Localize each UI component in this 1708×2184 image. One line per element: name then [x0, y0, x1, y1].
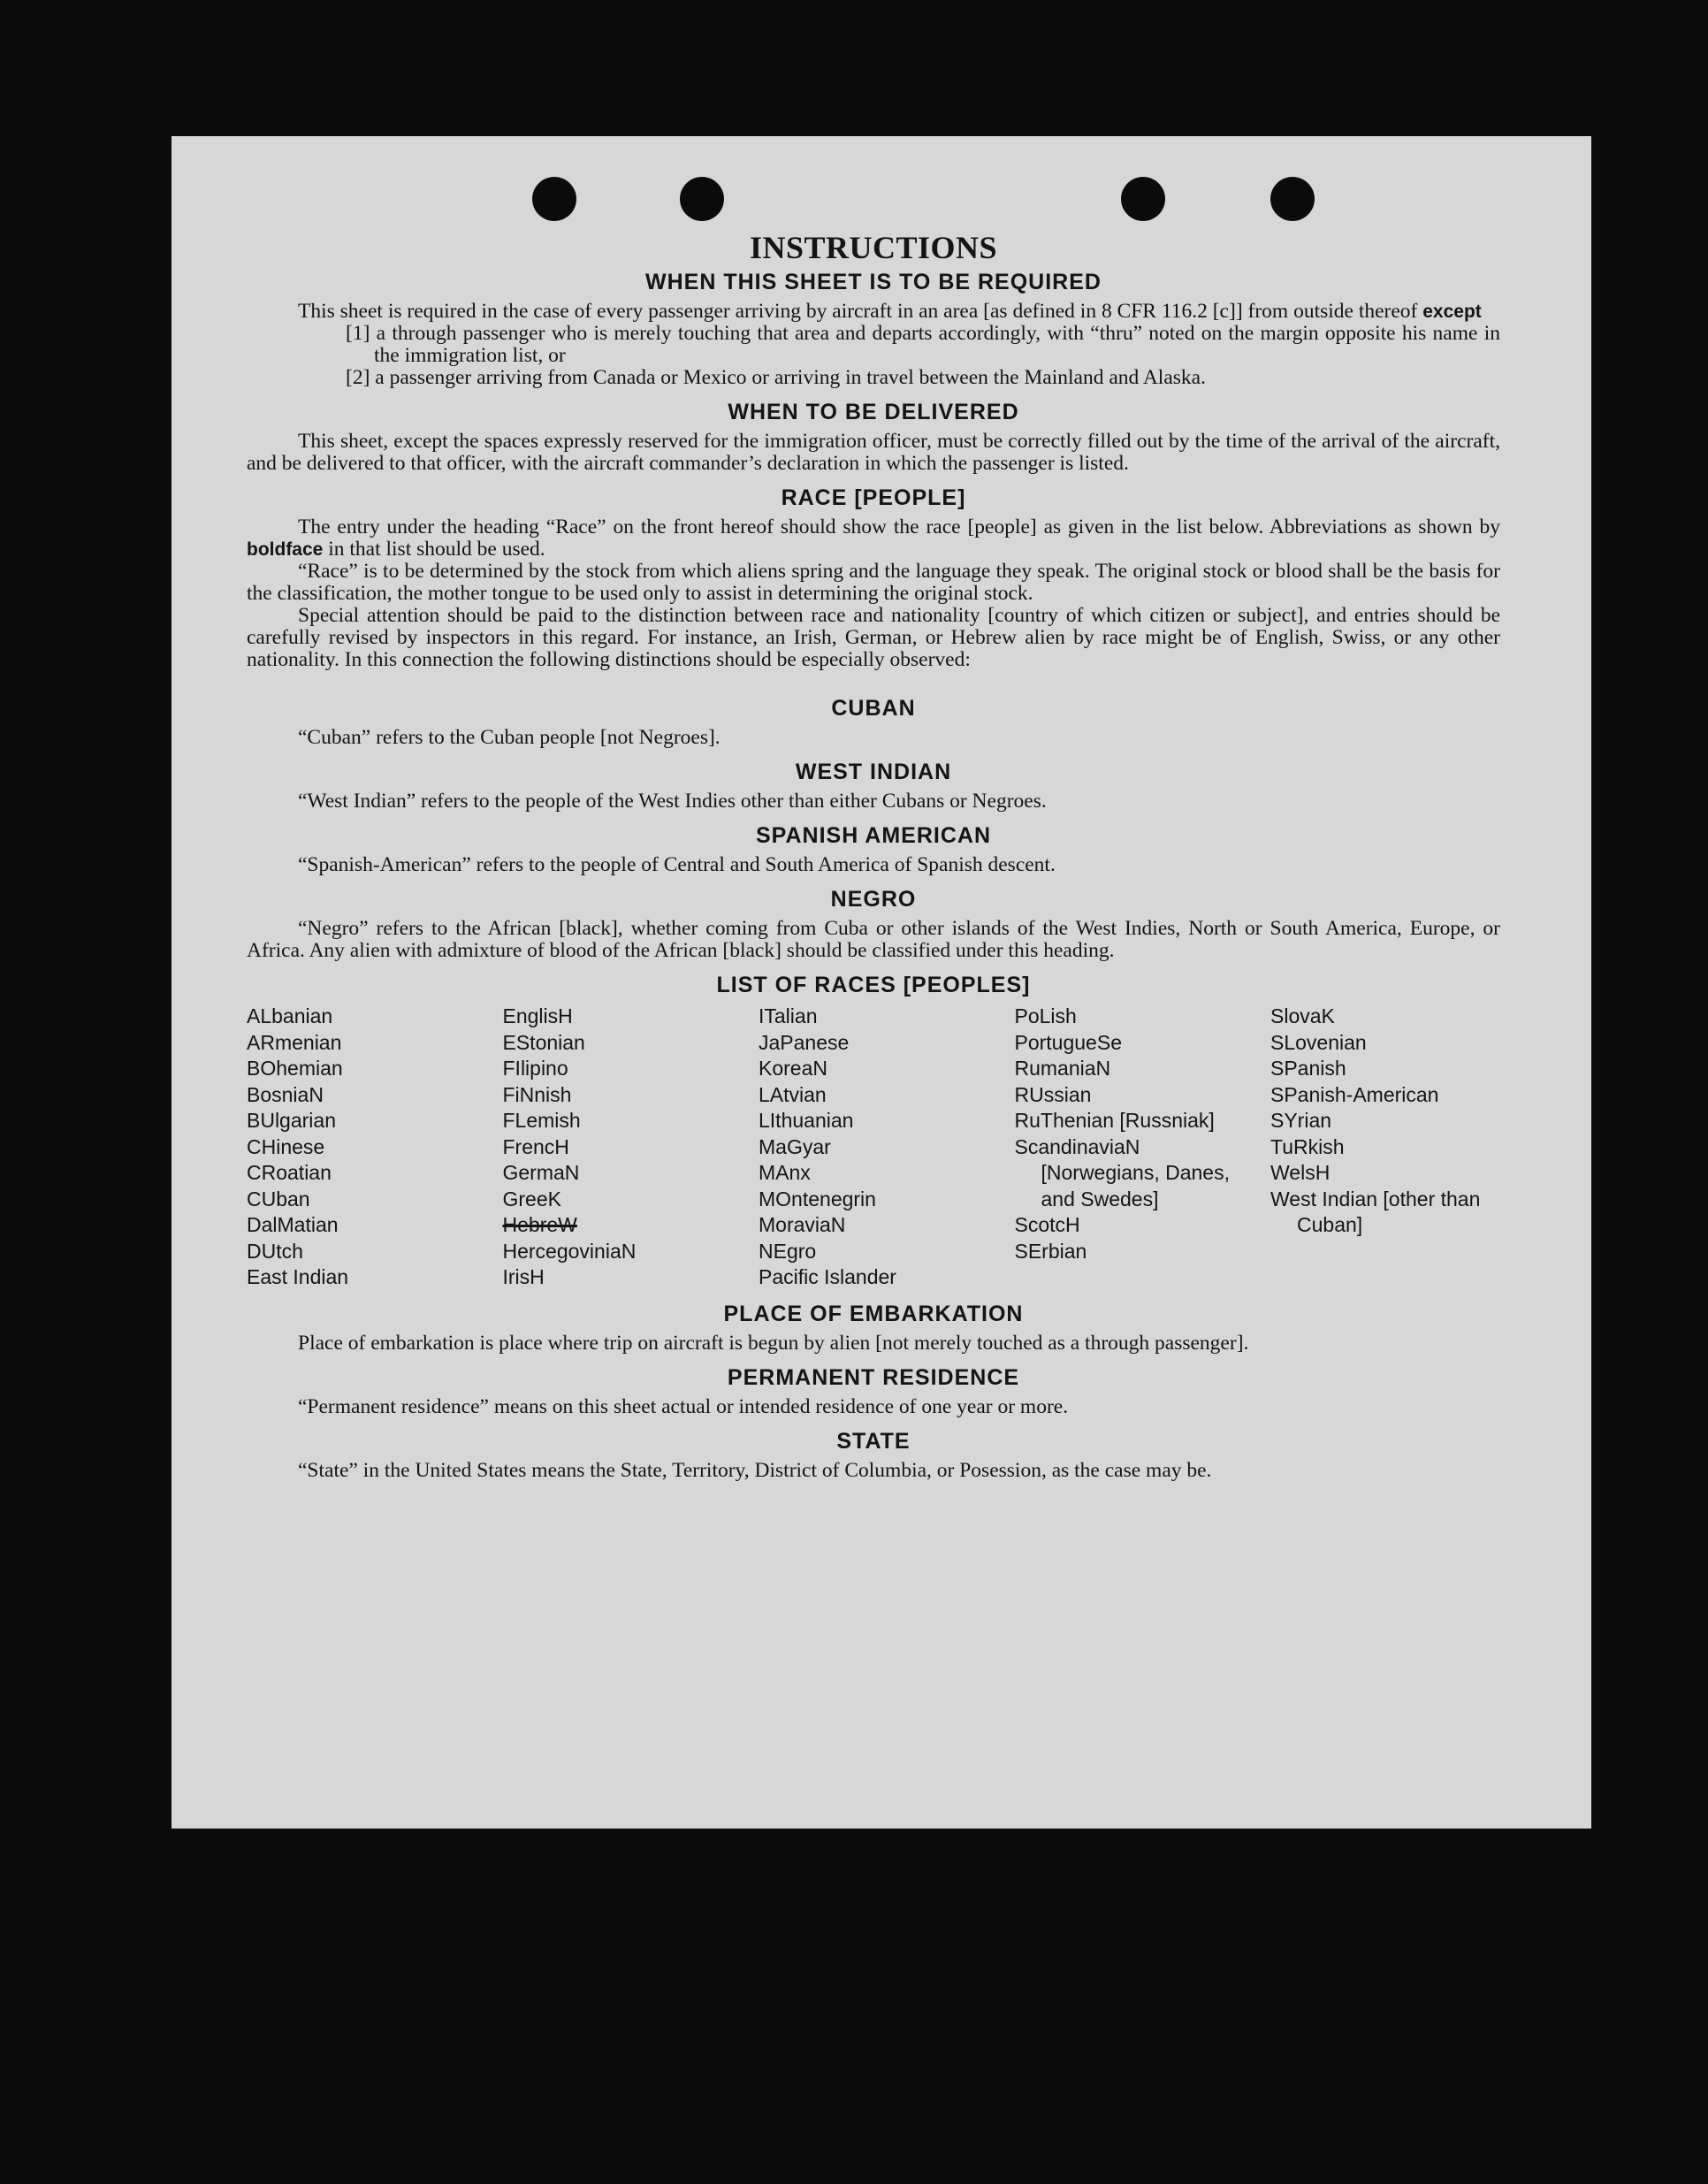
race-item: TuRkish [1270, 1134, 1345, 1158]
race-item: MOntenegrin [759, 1187, 876, 1210]
race-item: HercegoviniaN [502, 1239, 637, 1263]
race-column-4 [1015, 1004, 1262, 1291]
race-item: MoraviaN [759, 1213, 846, 1236]
race-item: JaPanese [759, 1030, 850, 1054]
race-item: EStonian [502, 1030, 585, 1054]
race-item: ScandinaviaN [Norwegians, Danes, and Swedes] [1014, 1134, 1230, 1210]
race-item: CUban [247, 1187, 310, 1210]
race-item: FLemish [502, 1109, 581, 1132]
race-item: ITalian [759, 1004, 818, 1027]
page-title: INSTRUCTIONS [749, 230, 998, 265]
embarkation-text: Place of embarkation is place where trip on aircraft is begun by alien [not merely touched as a through passenger]. [298, 1331, 1249, 1355]
punch-hole [1270, 177, 1315, 221]
section-heading-race: RACE [PEOPLE] [781, 485, 966, 510]
race-item: DUtch [247, 1239, 303, 1263]
race-column-3 [759, 1004, 1006, 1291]
spanish-american-text: “Spanish-American” refers to the people of Central and South America of Spanish descent. [298, 853, 1056, 876]
race-item: SLovenian [1270, 1030, 1367, 1054]
section-heading-residence: PERMANENT RESIDENCE [727, 1364, 1020, 1390]
negro-text: “Negro” refers to the African [black], whether coming from Cuba or other islands of the West Indies, North or South America, Europe, or Africa. Any alien with admixture of blood of the African [black] should be classified under this heading. [247, 917, 1500, 962]
race-item: SlovaK [1270, 1004, 1335, 1027]
punch-hole [532, 177, 576, 221]
race-item: MaGyar [759, 1134, 831, 1158]
race-item: LIthuanian [759, 1109, 854, 1132]
except-word: except [1422, 302, 1482, 322]
required-text: This sheet is required in the case of every passenger arriving by aircraft in an area [as defined in 8 CFR 116.2 [c]] from outside thereof except [298, 300, 1482, 323]
section-heading-negro: NEGRO [830, 887, 917, 912]
race-item: BUlgarian [247, 1109, 336, 1132]
race-item: FIlipino [502, 1057, 568, 1080]
race-item: ScotcH [1014, 1213, 1080, 1236]
race-item: East Indian [247, 1265, 349, 1288]
delivered-text: This sheet, except the spaces expressly reserved for the immigration officer, must be correctly filled out by the time of the arrival of the aircraft, and be delivered to that officer, with the aircraft commander’s declaration in which the passenger is listed. [247, 430, 1500, 475]
race-item-struck: HebreW [502, 1213, 577, 1236]
race-item: FiNnish [502, 1082, 572, 1106]
race-item: DalMatian [247, 1213, 339, 1236]
section-heading-spanish-american: SPANISH AMERICAN [755, 823, 991, 848]
race-item: IrisH [502, 1265, 545, 1288]
punch-hole [680, 177, 724, 221]
section-heading-race-list: LIST OF RACES [PEOPLES] [716, 973, 1031, 997]
race-paragraph-2: “Race” is to be determined by the stock from which aliens spring and the language they speak. The original stock or blood shall be the basis for the classification, the mother tongue to be used only to assist in determining the original stock. [247, 560, 1500, 605]
section-heading-delivered: WHEN TO BE DELIVERED [728, 400, 1019, 424]
race-item: FrencH [502, 1134, 569, 1158]
race-item: CRoatian [247, 1161, 332, 1184]
race-item: CHinese [247, 1134, 325, 1158]
race-item: LAtvian [759, 1082, 827, 1106]
race-item: MAnx [759, 1161, 811, 1184]
race-item: RumaniaN [1014, 1057, 1111, 1080]
race-paragraph-3: Special attention should be paid to the distinction between race and nationality [country of which citizen or subject], and entries should be carefully revised by inspectors in this regard. For instance, an Irish, German, or Hebrew alien by race might be of English, Swiss, or any other nationality. In this connection the following distinctions should be especially observed: [247, 604, 1500, 671]
required-item-1: [1] a through passenger who is merely touching that area and departs accordingly, with “thru” noted on the margin opposite his name in the immigration list, or [346, 322, 1500, 367]
race-paragraph-1: The entry under the heading “Race” on the front hereof should show the race [people] as given in the list below. Abbreviations as shown by boldface in that list should be used. [247, 515, 1500, 561]
section-heading-west-indian: WEST INDIAN [795, 760, 952, 784]
section-heading-required: WHEN THIS SHEET IS TO BE REQUIRED [645, 270, 1102, 294]
section-heading-state: STATE [836, 1428, 911, 1454]
race-item: SYrian [1270, 1109, 1332, 1132]
race-item: RuThenian [Russniak] [1014, 1109, 1215, 1132]
race-item: SPanish-American [1270, 1082, 1439, 1106]
punch-hole [1121, 177, 1165, 221]
race-list [247, 1004, 1500, 1291]
race-item: RUssian [1014, 1082, 1092, 1106]
instructions-content [247, 229, 1500, 1482]
race-column-1 [247, 1004, 494, 1291]
cuban-text: “Cuban” refers to the Cuban people [not Negroes]. [298, 726, 721, 749]
race-item: West Indian [other than Cuban] [1270, 1187, 1481, 1236]
race-item: PoLish [1014, 1004, 1077, 1027]
race-item: KoreaN [759, 1057, 827, 1080]
document-page [172, 136, 1591, 1829]
race-item: GreeK [502, 1187, 561, 1210]
race-item: NEgro [759, 1239, 817, 1263]
race-column-2 [503, 1004, 751, 1291]
race-item: SPanish [1270, 1057, 1346, 1080]
state-text: “State” in the United States means the State, Territory, District of Columbia, or Posession, as the case may be. [298, 1458, 1212, 1482]
race-item: SErbian [1014, 1239, 1087, 1263]
race-item: ARmenian [247, 1030, 342, 1054]
residence-text: “Permanent residence” means on this sheet actual or intended residence of one year or more. [298, 1394, 1069, 1418]
race-item: PortugueSe [1014, 1030, 1122, 1054]
race-item: WelsH [1270, 1161, 1331, 1184]
race-column-5 [1270, 1004, 1500, 1291]
race-item: Pacific Islander [759, 1265, 896, 1288]
section-heading-cuban: CUBAN [831, 696, 916, 721]
west-indian-text: “West Indian” refers to the people of the West Indies other than either Cubans or Negroes. [298, 790, 1047, 813]
race-item: ALbanian [247, 1004, 333, 1027]
race-item: BOhemian [247, 1057, 343, 1080]
race-item: EnglisH [502, 1004, 573, 1027]
section-heading-embarkation: PLACE OF EMBARKATION [723, 1301, 1024, 1326]
race-item: GermaN [502, 1161, 580, 1184]
required-item-2: [2] a passenger arriving from Canada or Mexico or arriving in travel between the Mainland and Alaska. [346, 366, 1206, 389]
race-item: BosniaN [247, 1082, 324, 1106]
